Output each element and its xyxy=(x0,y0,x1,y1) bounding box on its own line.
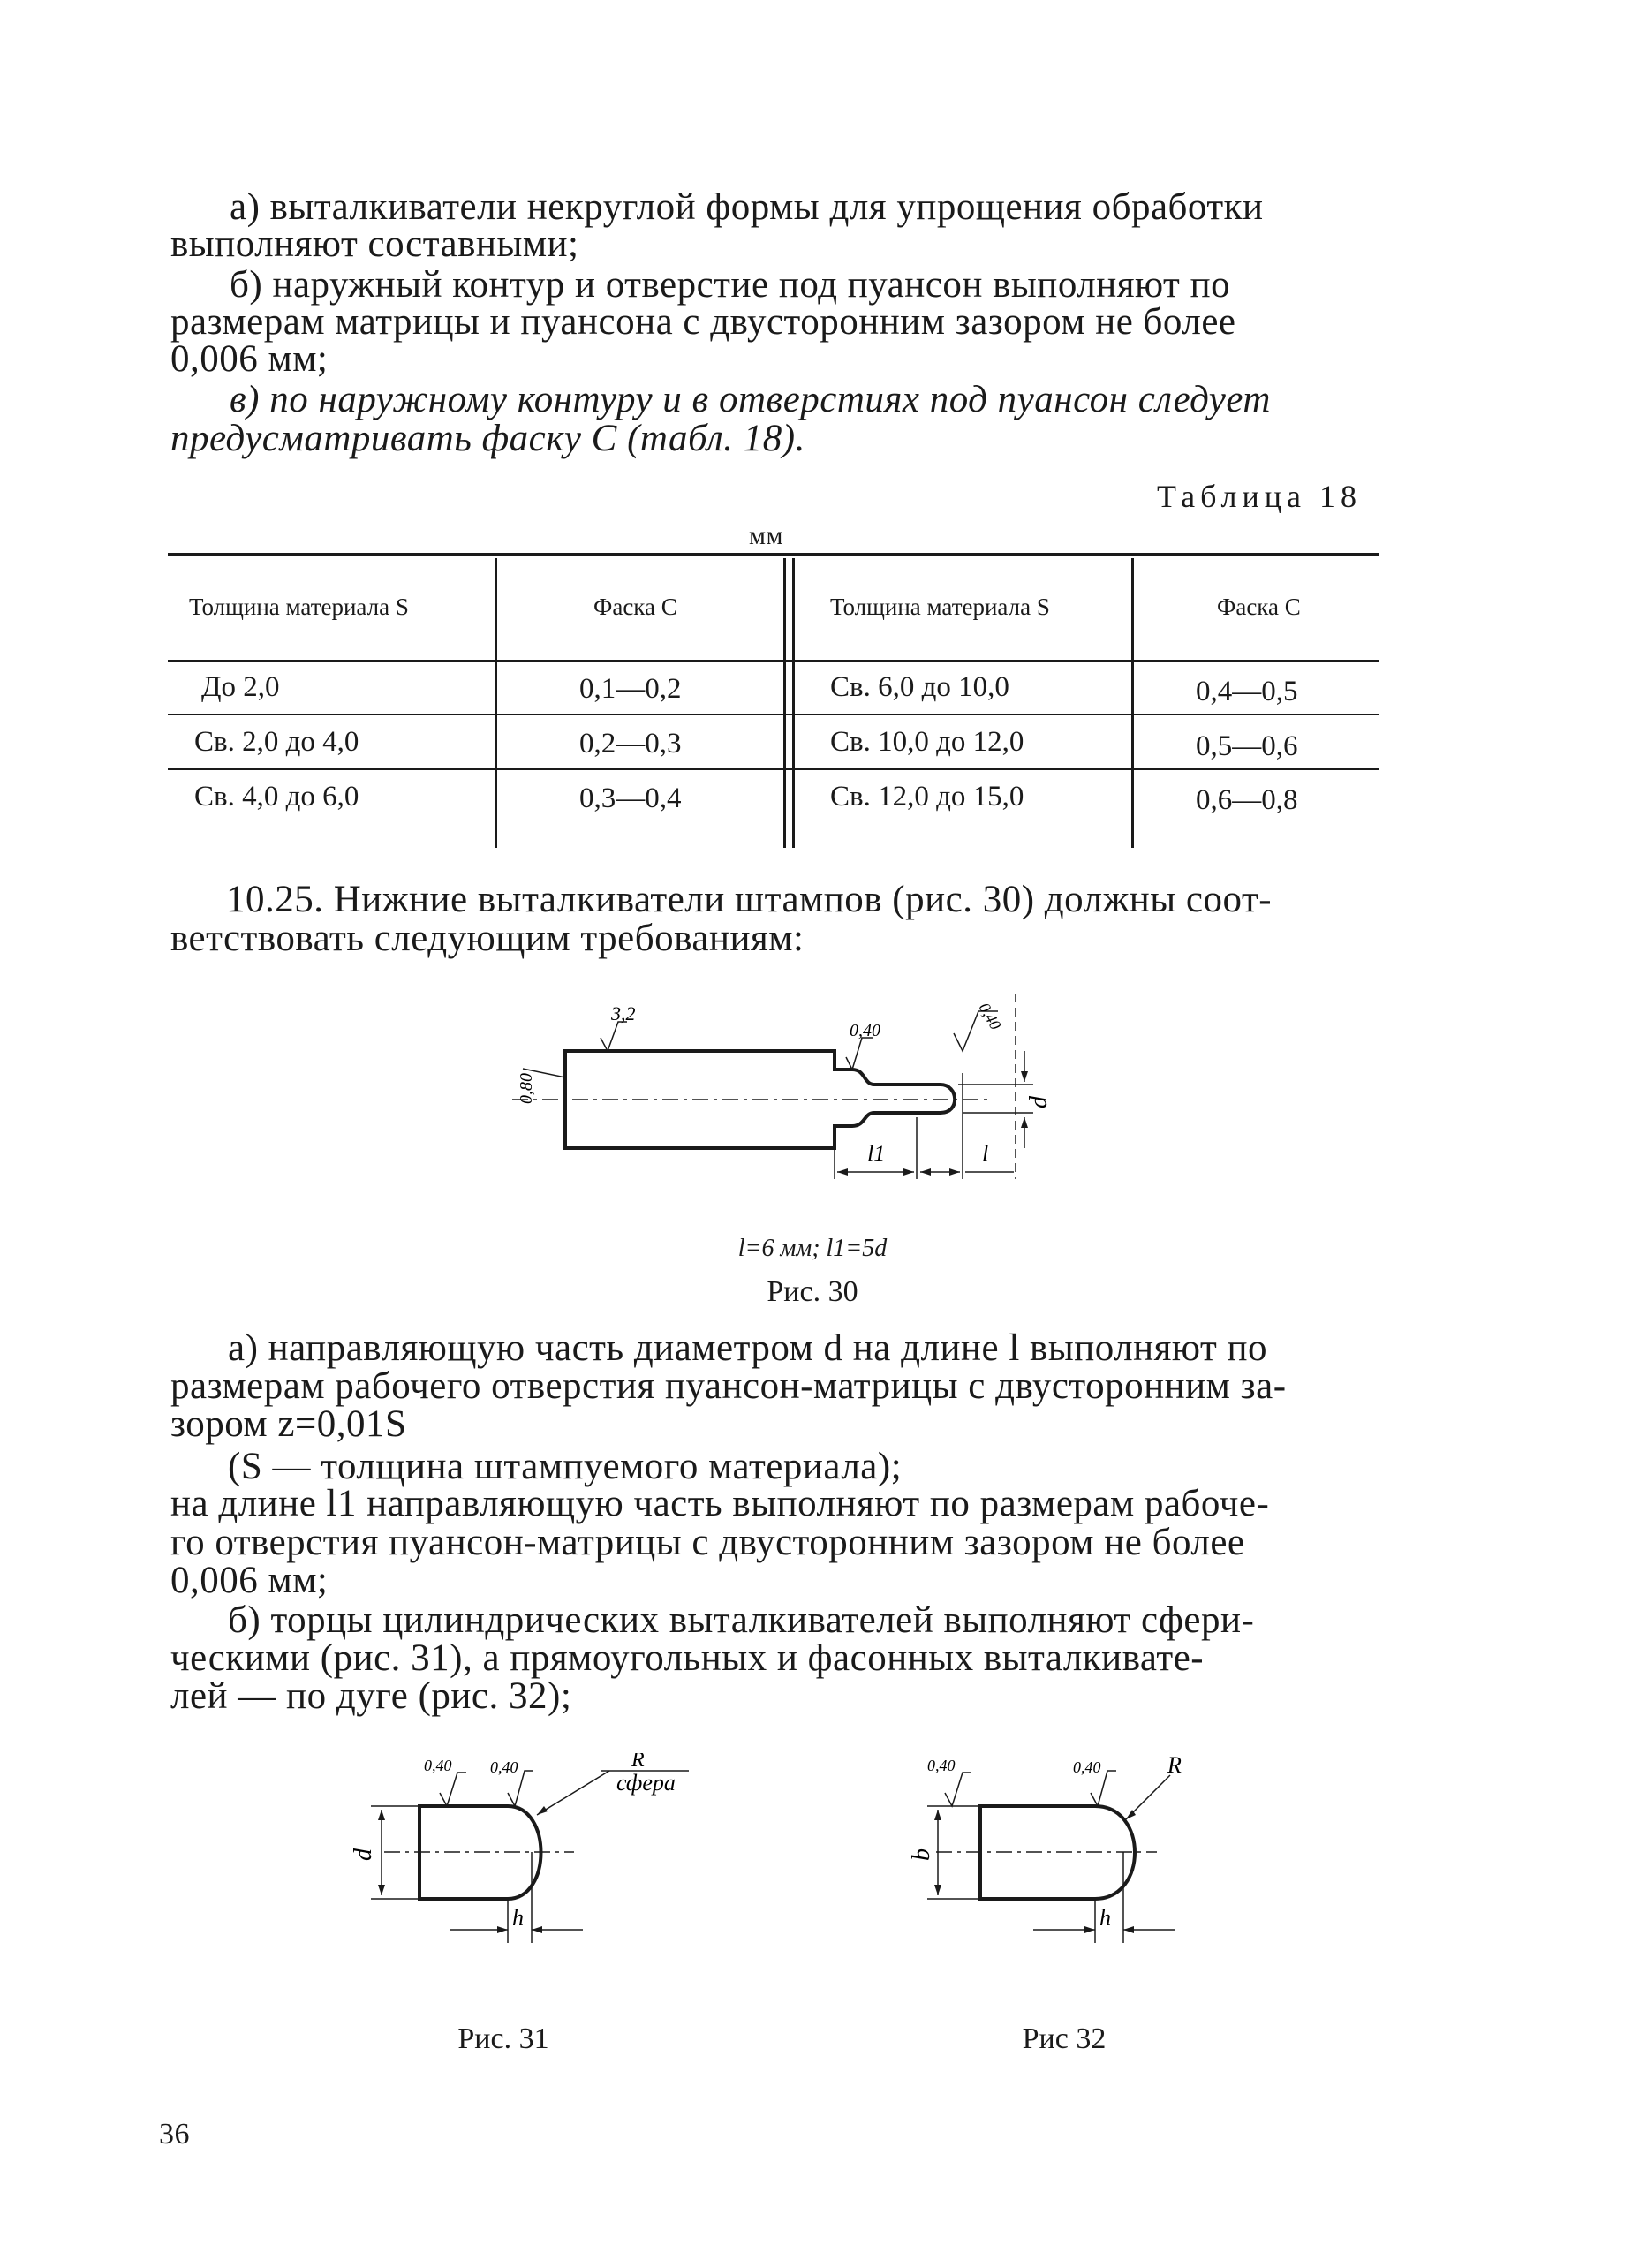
table-cell: 0,2—0,3 xyxy=(579,728,682,760)
fig30-dim-d: d xyxy=(1025,1096,1053,1108)
page-number: 36 xyxy=(159,2118,190,2151)
body2-a-line3: зором z=0,01S xyxy=(170,1403,407,1445)
fig30-caption: Рис. 30 xyxy=(767,1275,858,1308)
body2-a-line5: на длине l1 направляющую часть выполняют по размерам рабоче- xyxy=(170,1483,1270,1524)
fig31-roughness-1: 0,40 xyxy=(424,1757,452,1774)
intro-b-line3: 0,006 мм; xyxy=(170,338,329,380)
table-cell: До 2,0 xyxy=(201,671,280,703)
fig30-roughness-3: 0,80 xyxy=(517,1073,536,1104)
intro-b-line1: б) наружный контур и отверстие под пуансон выполняют по xyxy=(230,264,1231,306)
body2-a-line6: го отверстия пуансон-матрицы с двусторонним зазором не более xyxy=(170,1522,1245,1563)
fig31-dim-h: h xyxy=(512,1905,524,1931)
table-row-rule-2 xyxy=(168,768,1379,770)
fig31-label-sphere: сфера xyxy=(616,1770,676,1796)
body2-a-line7: 0,006 мм; xyxy=(170,1560,329,1601)
fig31-roughness-2: 0,40 xyxy=(490,1758,518,1776)
fig32-dim-b: b xyxy=(908,1848,935,1861)
table-header-cell: Фаска C xyxy=(593,593,677,620)
figure-31-drawing xyxy=(336,1753,706,1956)
table-cell: 0,4—0,5 xyxy=(1196,676,1298,707)
table-unit: мм xyxy=(749,521,783,550)
table-header-cell: Толщина материала S xyxy=(189,593,409,620)
table-col-divider-3 xyxy=(1131,558,1134,848)
fig30-dim-l: l xyxy=(982,1141,989,1167)
table-cell: Св. 4,0 до 6,0 xyxy=(194,781,359,813)
table-col-divider-2a xyxy=(783,558,786,848)
body2-b-line2: ческими (рис. 31), а прямоугольных и фасонных выталкивате- xyxy=(170,1637,1205,1679)
figure-30-drawing xyxy=(495,985,1060,1232)
body2-a-line2: размерам рабочего отверстия пуансон-матрицы с двусторонним за- xyxy=(170,1365,1287,1407)
intro-a-line2: выполняют составными; xyxy=(170,223,579,265)
fig32-dim-h: h xyxy=(1099,1905,1111,1931)
fig32-caption: Рис 32 xyxy=(1022,2022,1107,2055)
table-cell: Св. 2,0 до 4,0 xyxy=(194,726,359,758)
intro-a-line1: а) выталкиватели некруглой формы для упрощения обработки xyxy=(230,186,1264,228)
intro-c-line1: в) по наружному контуру и в отверстиях под пуансон следует xyxy=(230,379,1271,420)
body2-a-line1: а) направляющую часть диаметром d на длине l выполняют по xyxy=(228,1327,1268,1369)
section-line2: ветствовать следующим требованиям: xyxy=(170,918,805,959)
table-cell: 0,5—0,6 xyxy=(1196,730,1298,762)
table-top-rule xyxy=(168,553,1379,556)
table-header-rule xyxy=(168,660,1379,662)
fig30-roughness-1: 3,2 xyxy=(611,1002,636,1024)
table-caption: Таблица 18 xyxy=(1157,479,1362,514)
fig31-label-r: R xyxy=(631,1753,645,1772)
table-cell: Св. 10,0 до 12,0 xyxy=(830,726,1024,758)
fig32-roughness-2: 0,40 xyxy=(1073,1758,1101,1776)
table-col-divider-2b xyxy=(792,558,795,848)
table-header-cell: Толщина материала S xyxy=(830,593,1050,620)
table-cell: 0,1—0,2 xyxy=(579,673,682,705)
table-cell: 0,3—0,4 xyxy=(579,782,682,814)
body2-b-line3: лей — по дуге (рис. 32); xyxy=(170,1675,572,1717)
fig30-dim-l1: l1 xyxy=(867,1141,886,1167)
intro-c-line2: предусматривать фаску C (табл. 18). xyxy=(170,418,805,459)
fig31-dim-d: d xyxy=(350,1848,377,1861)
fig31-caption: Рис. 31 xyxy=(457,2022,549,2055)
figure-32-drawing xyxy=(892,1753,1263,1956)
section-line1: 10.25. Нижние выталкиватели штампов (рис. 30) должны соот- xyxy=(226,879,1273,920)
fig30-formula: l=6 мм; l1=5d xyxy=(737,1235,888,1262)
table-cell: Св. 12,0 до 15,0 xyxy=(830,781,1024,813)
fig30-roughness-4: 0,40 xyxy=(975,1000,1005,1033)
body2-a-line4: (S — толщина штампуемого материала); xyxy=(228,1446,903,1487)
table-col-divider-1 xyxy=(495,558,497,848)
fig32-label-r: R xyxy=(1167,1753,1182,1778)
body2-b-line1: б) торцы цилиндрических выталкивателей выполняют сфери- xyxy=(228,1599,1255,1641)
intro-b-line2: размерам матрицы и пуансона с двусторонним зазором не более xyxy=(170,301,1236,343)
table-row-rule-1 xyxy=(168,714,1379,715)
fig30-roughness-2: 0,40 xyxy=(850,1021,880,1040)
fig32-roughness-1: 0,40 xyxy=(927,1757,956,1774)
table-header-cell: Фаска C xyxy=(1217,593,1301,620)
table-cell: 0,6—0,8 xyxy=(1196,784,1298,816)
table-cell: Св. 6,0 до 10,0 xyxy=(830,671,1009,703)
